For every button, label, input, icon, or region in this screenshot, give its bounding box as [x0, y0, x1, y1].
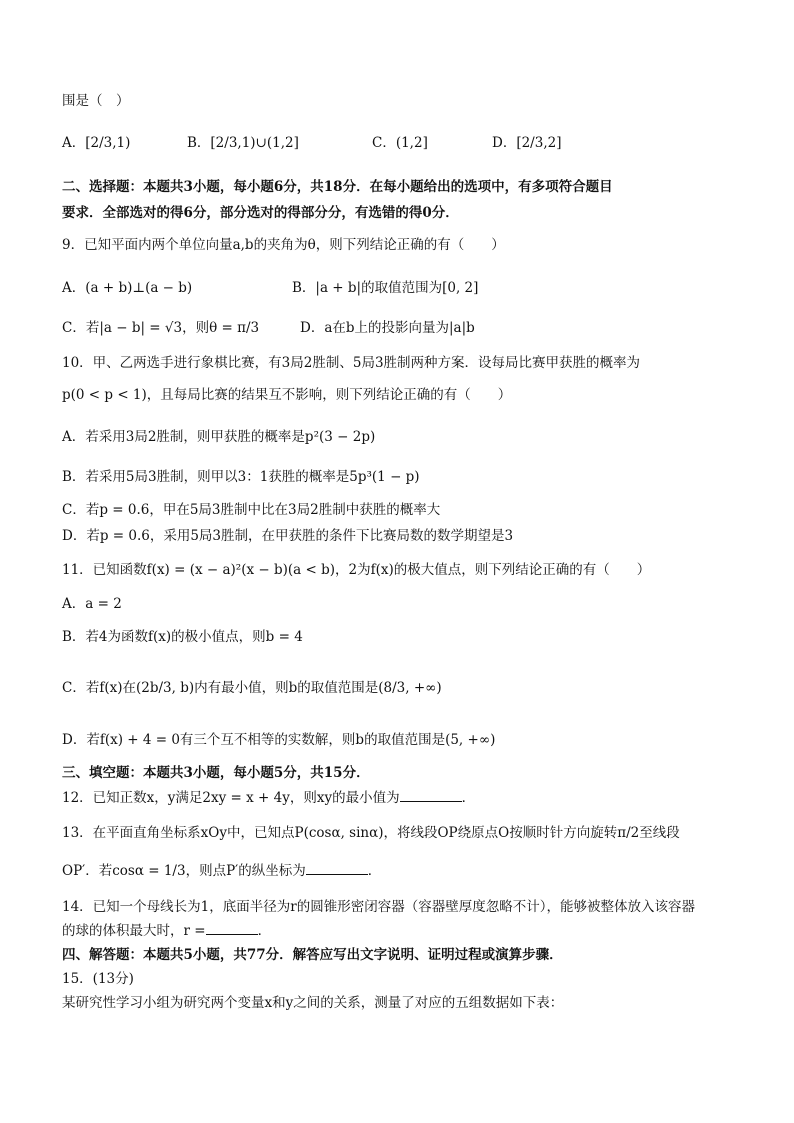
q15-heading: 15．(13分) — [62, 971, 134, 987]
q9-option-a: A．(a + b)⊥(a − b) — [62, 280, 193, 296]
q10-option-b: B．若采用5局3胜制，则甲以3：1获胜的概率是5p³(1 − p) — [62, 469, 420, 485]
q12-text: 12．已知正数x，y满足2xy = x + 4y，则xy的最小值为 — [62, 790, 400, 806]
q14-text: 的球的体积最大时，r = — [62, 923, 206, 939]
section-2-heading-line-1: 二、选择题：本题共3小题，每小题6分，共18分．在每小题给出的选项中，有多项符合题目 — [62, 179, 613, 195]
q14-line-2: 的球的体积最大时，r = ． — [62, 923, 272, 939]
q8-options — [62, 134, 742, 152]
q14-answer-blank — [206, 922, 258, 935]
q8-option-b: B．[2/3,1)∪(1,2] — [187, 135, 299, 151]
q10-stem-line-1: 10．甲、乙两选手进行象棋比赛，有3局2胜制、5局3胜制两种方案．设每局比赛甲获胜的概率为 — [62, 355, 641, 371]
q8-option-d: D．[2/3,2] — [492, 135, 562, 151]
q11-option-b: B．若4为函数f(x)的极小值点，则b = 4 — [62, 629, 303, 645]
q9-option-c: C．若|a − b| = √3，则θ = π/3 — [62, 320, 260, 336]
q14-line-1: 14．已知一个母线长为1，底面半径为r的圆锥形密闭容器（容器壁厚度忽略不计），能够被整体放入该容器 — [62, 899, 695, 915]
q10-stem-line-2: p(0 < p < 1)，且每局比赛的结果互不影响，则下列结论正确的有（ ） — [62, 387, 512, 403]
q13-line-2: OP′．若cosα = 1/3，则点P′的纵坐标为 ． — [62, 863, 382, 879]
q11-stem: 11．已知函数f(x) = (x − a)²(x − b)(a < b)，2为f(x)的极大值点，则下列结论正确的有（ ） — [62, 562, 651, 578]
q8-option-a: A．[2/3,1) — [62, 135, 131, 151]
q13-line-1: 13．在平面直角坐标系xOy中，已知点P(cosα, sinα)，将线段OP绕原点O按顺时针方向旋转π/2至线段 — [62, 825, 680, 841]
q8-option-c: C．(1,2] — [372, 135, 428, 151]
q10-option-d: D．若p = 0.6，采用5局3胜制，在甲获胜的条件下比赛局数的数学期望是3 — [62, 528, 514, 544]
q9-stem: 9．已知平面内两个单位向量a,b的夹角为θ，则下列结论正确的有（ ） — [62, 237, 505, 253]
section-4-heading: 四、解答题：本题共5小题，共77分．解答应写出文字说明、证明过程或演算步骤． — [62, 947, 563, 963]
q10-option-a: A．若采用3局2胜制，则甲获胜的概率是p²(3 − 2p) — [62, 429, 376, 445]
q12: 12．已知正数x，y满足2xy = x + 4y，则xy的最小值为 ． — [62, 790, 476, 806]
q11-option-d: D．若f(x) + 4 = 0有三个互不相等的实数解，则b的取值范围是(5, +∞) — [62, 732, 496, 748]
q13-answer-blank — [306, 862, 368, 875]
q13-text: OP′．若cosα = 1/3，则点P′的纵坐标为 — [62, 863, 306, 879]
q11-option-a: A．a = 2 — [62, 596, 122, 612]
q11-option-c: C．若f(x)在(2b/3, b)内有最小值，则b的取值范围是(8/3, +∞) — [62, 680, 442, 696]
q10-option-c: C．若p = 0.6，甲在5局3胜制中比在3局2胜制中获胜的概率大 — [62, 502, 441, 518]
q8-tail: 围是（ ） — [62, 93, 130, 109]
section-3-heading: 三、填空题：本题共3小题，每小题5分，共15分． — [62, 765, 370, 781]
q12-answer-blank — [400, 789, 462, 802]
q9-option-d: D．a在b上的投影向量为|a|b — [300, 320, 475, 336]
q15-stem: 某研究性学习小组为研究两个变量x和y之间的关系，测量了对应的五组数据如下表： — [62, 995, 564, 1011]
section-2-heading-line-2: 要求．全部选对的得6分，部分选对的得部分分，有选错的得0分． — [62, 205, 459, 221]
q9-option-b: B．|a + b|的取值范围为[0, 2] — [292, 280, 479, 296]
